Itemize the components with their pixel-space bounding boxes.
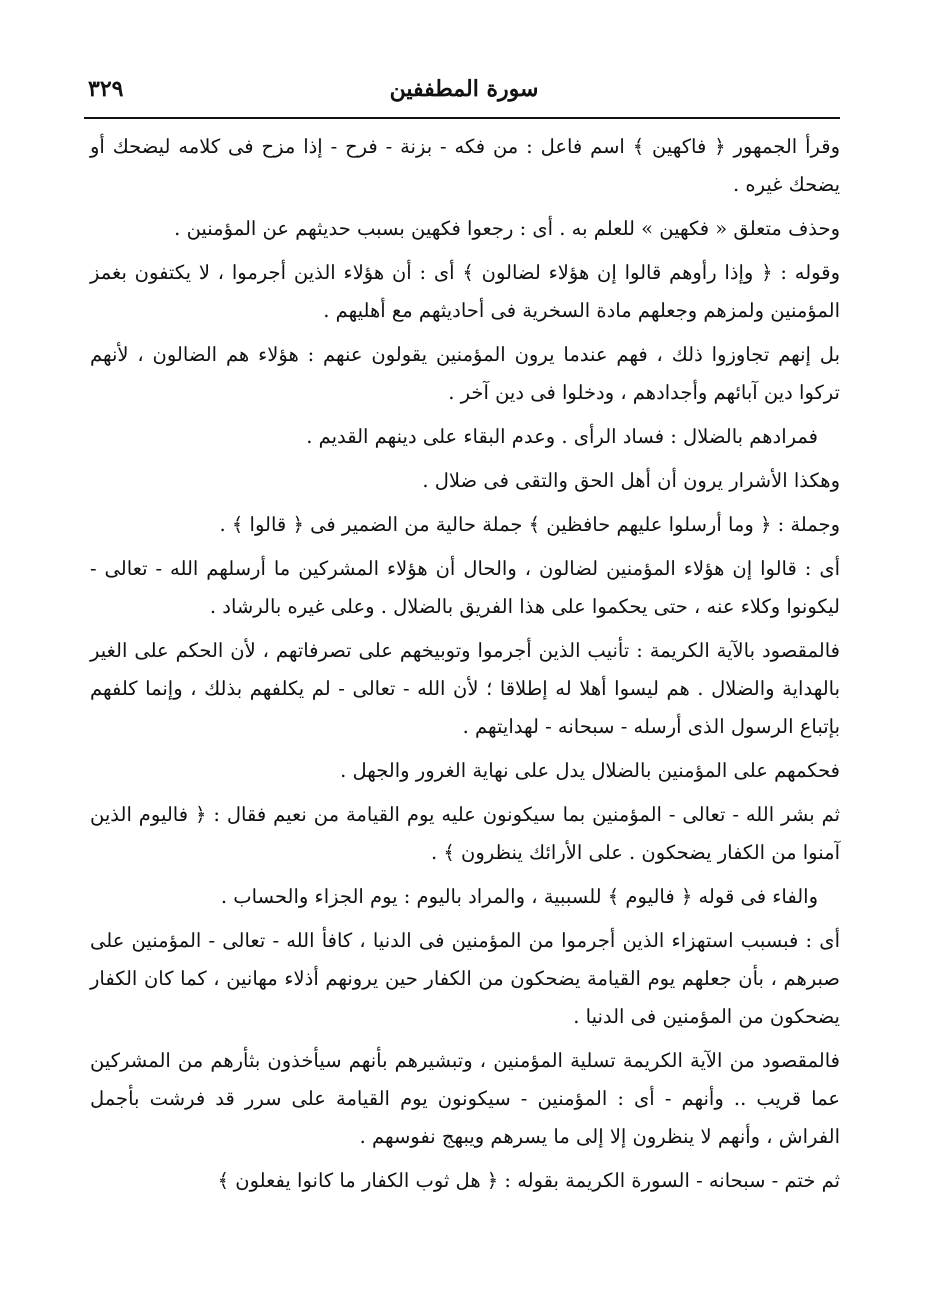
paragraph: ثم بشر الله - تعالى - المؤمنين بما سيكونون عليه يوم القيامة من نعيم فقال : ﴿ فاليوم الذين آمنوا من الكفار يضحكون . على الأرائك ينظرون ﴾ . — [90, 803, 840, 864]
paragraph: فمرادهم بالضلال : فساد الرأى . وعدم البقاء على دينهم القديم . — [306, 425, 818, 448]
paragraph: ثم ختم - سبحانه - السورة الكريمة بقوله : ﴿ هل ثوب الكفار ما كانوا يفعلون ﴾ — [217, 1169, 840, 1192]
paragraph: وجملة : ﴿ وما أرسلوا عليهم حافظين ﴾ جملة حالية من الضمير فى ﴿ قالوا ﴾ . — [219, 513, 840, 536]
paragraph: وحذف متعلق « فكهين » للعلم به . أى : رجعوا فكهين بسبب حديثهم عن المؤمنين . — [174, 217, 840, 240]
paragraph: وقرأ الجمهور ﴿ فاكهين ﴾ اسم فاعل : من فكه - بزنة - فرح - إذا مزح فى كلامه ليضحك أو يضحك غيره . — [90, 135, 840, 196]
paragraph: أى : قالوا إن هؤلاء المؤمنين لضالون ، والحال أن هؤلاء المشركين ما أرسلهم الله - تعالى - ليكونوا وكلاء عنه ، حتى يحكموا على هذا الفريق بالضلال . وعلى غيره بالرشاد . — [90, 557, 840, 618]
page-number: ٣٢٩ — [88, 76, 124, 102]
paragraph: فالمقصود من الآية الكريمة تسلية المؤمنين ، وتبشيرهم بأنهم سيأخذون بثأرهم من المشركين عما قريب .. وأنهم - أى : المؤمنين - سيكونون يوم القيامة على سرر قد فرشت بأجمل الفراش ، وأنهم لا ينظرون إلا إلى ما يسرهم ويبهج نفوسهم . — [90, 1049, 840, 1148]
paragraph: والفاء فى قوله ﴿ فاليوم ﴾ للسببية ، والمراد باليوم : يوم الجزاء والحساب . — [220, 885, 818, 908]
page-body — [90, 128, 840, 1206]
paragraph: بل إنهم تجاوزوا ذلك ، فهم عندما يرون المؤمنين يقولون عنهم : هؤلاء هم الضالون ، لأنهم تركوا دين آبائهم وأجدادهم ، ودخلوا فى دين آخر . — [90, 343, 840, 404]
header-divider — [84, 117, 840, 119]
page-header — [88, 68, 840, 112]
paragraph: وقوله : ﴿ وإذا رأوهم قالوا إن هؤلاء لضالون ﴾ أى : أن هؤلاء الذين أجرموا ، لا يكتفون بغمز المؤمنين ولمزهم وجعلهم مادة السخرية فى أحاديثهم مع أهليهم . — [90, 261, 840, 322]
paragraph: أى : فبسبب استهزاء الذين أجرموا من المؤمنين فى الدنيا ، كافأ الله - تعالى - المؤمنين على صبرهم ، بأن جعلهم يوم القيامة يضحكون من الكفار حين يرونهم أذلاء مهانين ، كما كان الكفار يضحكون من المؤمنين فى الدنيا . — [90, 929, 840, 1028]
paragraph: فحكمهم على المؤمنين بالضلال يدل على نهاية الغرور والجهل . — [340, 759, 840, 782]
page-title: سورة المطففين — [389, 76, 539, 102]
paragraph: وهكذا الأشرار يرون أن أهل الحق والتقى فى ضلال . — [422, 469, 840, 492]
paragraph: فالمقصود بالآية الكريمة : تأنيب الذين أجرموا وتوبيخهم على تصرفاتهم ، لأن الحكم على الغير بالهداية والضلال . هم ليسوا أهلا له إطلاقا ؛ لأن الله - تعالى - لم يكلفهم بذلك ، وإنما كلفهم بإتباع الرسول الذى أرسله - سبحانه - لهدايتهم . — [90, 639, 840, 738]
